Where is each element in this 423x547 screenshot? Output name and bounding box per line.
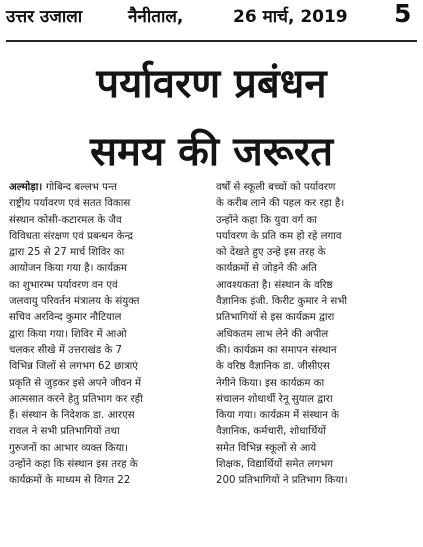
article-line: की। कार्यक्रम का समापन संस्थान [216,344,337,356]
article-line: विविधता संरक्षण एवं प्रबन्धन केन्द्र [9,230,134,242]
newspaper-name: उत्तर उजाला [6,7,83,27]
article-line: 200 प्रतिभागियों ने प्रतिभाग किया। [216,475,348,487]
edition-city: नैनीताल, [128,7,184,27]
article-column-left [9,180,205,546]
article-line: प्रतिभागियों से इस कार्यक्रम द्वारा [216,312,335,324]
article-line: पर्यावरण के प्रति कम हो रहे लगाव [216,230,342,242]
article-line: शिक्षक, विद्यार्थियों समेत लगभग [216,459,334,471]
article-line: उन्होंने कहा कि युवा वर्ग का [216,214,317,226]
headline-line-2: समय की जरूरत [89,129,333,175]
article-line: संचालन शोधार्थी रेनू सुयाल द्वारा [216,393,333,405]
masthead [0,0,423,44]
article-line: रावल ने सभी प्रतिभागियों तथा [9,426,120,438]
article-line: जलवायु परिवर्तन मंत्रालय के संयुक्त [9,296,140,308]
article-line: राष्ट्रीय पर्यावरण एवं सतत विकास [9,198,131,210]
article-line: द्वारा किया गया। शिविर में आओ [9,328,127,340]
article-line: आयोजन किया गया है। कार्यक्रम [9,263,127,275]
headline-line-1: पर्यावरण प्रबंधन [96,61,327,107]
article-line: आत्मसात करने हेतु प्रतिभाग कर रही [9,393,143,405]
article-line: अधिकतम लाभ लेने की अपील [216,328,329,340]
article-line: के वरिष्ठ वैज्ञानिक डा. जीसीएस [216,361,330,373]
article-line: द्वारा 25 से 27 मार्च शिविर का [9,247,125,259]
article-line: अल्मोड़ा। गोबिन्द बल्लभ पन्त [9,182,117,193]
article-line: को देखते हुए उन्हे इस तरह के [216,247,326,259]
article-line: का शुभारम्भ पर्यावरण वन एवं [9,279,118,291]
article-line: विभिन्न जिलों से लगभग 62 छात्राएं [9,361,138,373]
article-line: चलकर सीखे में उत्तराखंड के 7 [9,344,123,356]
edition-date: 26 मार्च, 2019 [233,7,348,27]
article-line: कार्यक्रमों के माध्यम से विगत 22 [9,475,131,487]
article-line: हैं। संस्थान के निदेशक डा. आरएस [9,410,135,422]
article-line: के करीब लाने की पहल कर रहा है। [216,198,345,210]
article-line: सचिव अरविन्द कुमार नौटियाल [9,312,122,324]
article-line: किया गया। कार्यक्रम में संस्थान के [216,410,339,422]
article-line: वैज्ञानिक इंजी. किरीट कुमार ने सभी [216,296,348,308]
article-line: वर्षों से स्कूली बच्चों को पर्यावरण [216,182,336,193]
page-number: 5 [394,0,412,28]
article-line: समेत विभिन्न स्कूलों से आये [216,442,317,454]
masthead-divider [6,40,417,42]
article-line: वैज्ञानिक, कर्मचारी, शोधार्थियों [216,426,326,438]
article-line: आवश्यकता है। संस्थान के वरिष्ठ [216,279,333,291]
article-line: उन्होंने कहा कि संस्थान इस तरह के [9,459,138,471]
article-line: गुरुजनों का आभार व्यक्त किया। [9,442,129,454]
article-dateline: अल्मोड़ा। [9,182,46,193]
article-line: प्रकृति से जुड़कर इसे अपने जीवन में [9,377,142,389]
article-line: कार्यक्रमों से जोड़ने की अति [216,263,317,275]
article-column-right [216,180,412,546]
article-line: नेगीने किया। इस कार्यक्रम का [216,377,325,389]
article-line: संस्थान कोसी-कटारमल के जैव [9,214,122,226]
